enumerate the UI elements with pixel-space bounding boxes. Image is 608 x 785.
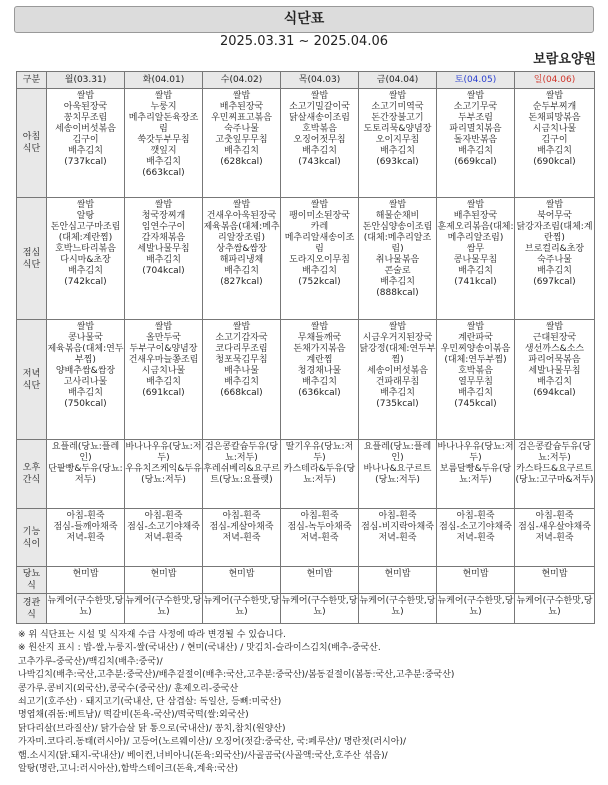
- menu-item: 고사리나물: [63, 377, 108, 387]
- menu-item: 브로컬리&초장: [524, 244, 585, 254]
- menu-cell: [125, 320, 203, 440]
- menu-cell: [203, 320, 281, 440]
- menu-item: 요플레(당뇨:플레인): [51, 442, 120, 463]
- menu-item: 쑥갓두부무침: [137, 135, 190, 145]
- menu-item: 돌자반볶음: [453, 135, 498, 145]
- menu-item: 쌀밥: [310, 200, 329, 210]
- menu-item: 건파래무침: [375, 377, 420, 387]
- corner-header: 구분: [17, 72, 47, 89]
- menu-item: (697kcal): [533, 277, 576, 287]
- menu-item: 바나나&요구르트(당뇨:저두): [363, 464, 432, 485]
- menu-item: (663kcal): [142, 168, 185, 178]
- menu-item: (628kcal): [220, 157, 263, 167]
- row-label-line: 식단: [22, 259, 41, 270]
- menu-item: 세발나물무침: [137, 244, 190, 254]
- menu-item: 쌀밥: [310, 322, 329, 332]
- row-label-line: 식: [27, 581, 36, 591]
- table-row: [17, 594, 595, 624]
- menu-item: 쌀밥: [232, 91, 251, 101]
- notes-section: [18, 629, 602, 776]
- menu-item: 아욱된장국: [63, 102, 108, 112]
- menu-item: 닭강정(대체:연두부찜): [359, 344, 436, 365]
- menu-item: 현미밥: [462, 569, 489, 579]
- menu-cell: [437, 198, 515, 320]
- menu-cell: [437, 594, 515, 624]
- menu-cell: [359, 594, 437, 624]
- menu-item: 누룽지: [150, 102, 177, 112]
- menu-item: 팽이미소된장국: [289, 211, 350, 221]
- menu-cell: [359, 89, 437, 198]
- note-line: 명엽채(쥐돔:베트남)/ 떡갈비(돈육-국산)/떡국떡(쌀:외국산): [18, 710, 249, 721]
- menu-item: 요플레(당뇨:플레인): [363, 442, 432, 463]
- menu-cell: [125, 89, 203, 198]
- menu-item: 해파리냉채: [219, 255, 264, 265]
- menu-item: (888kcal): [376, 288, 419, 298]
- row-label: [17, 509, 47, 567]
- menu-cell: [47, 320, 125, 440]
- menu-item: 돈채피망볶음: [528, 113, 581, 123]
- day-header: 수(04.02): [203, 72, 281, 89]
- menu-item: 점심-들깨아채죽: [53, 522, 118, 532]
- menu-item: 감자채볶음: [141, 233, 186, 243]
- day-header-sunday: 일(04.06): [515, 72, 595, 89]
- menu-item: 쌈무: [466, 244, 485, 254]
- menu-item: 현미밥: [306, 569, 333, 579]
- menu-item: 배추김치: [537, 266, 572, 276]
- menu-item: 현미밥: [228, 569, 255, 579]
- menu-cell: [515, 320, 595, 440]
- row-label-line: 저녁: [22, 368, 41, 379]
- menu-item: 우민찌양송이볶음(대체:연두부찜): [440, 344, 511, 365]
- menu-item: 콩나물무침: [453, 255, 498, 265]
- menu-item: 제육볶음(대체:메추리알장조림): [203, 222, 280, 243]
- menu-item: 계란찜: [306, 355, 333, 365]
- table-row: [17, 509, 595, 567]
- menu-item: 저녁-흰죽: [456, 533, 495, 543]
- menu-item: 배추김치: [224, 266, 259, 276]
- menu-item: (741kcal): [454, 277, 497, 287]
- note-line: 가자미.코다리.동태(러시아)/ 고등어(노르웨이산)/ 오징어(젓갈:중국산, 국:페루산)/ 명란젓(러시아)/: [18, 737, 406, 748]
- menu-item: 카스타드&요구르트(당뇨:고구마&저두): [515, 464, 594, 485]
- menu-item: 쌀밥: [466, 91, 485, 101]
- menu-item: 제육볶음(대체:연두부찜): [47, 344, 124, 365]
- menu-item: (690kcal): [533, 157, 576, 167]
- menu-item: (694kcal): [533, 388, 576, 398]
- menu-item: 검은콩칼슘두유(당뇨:저두): [204, 442, 279, 463]
- menu-cell: [47, 198, 125, 320]
- menu-item: 배추된장국: [219, 102, 264, 112]
- menu-item: 검은콩칼슘두유(당뇨:저두): [517, 442, 592, 463]
- menu-cell: [281, 440, 359, 509]
- menu-cell: [203, 594, 281, 624]
- menu-item: 저녁-흰죽: [378, 533, 417, 543]
- menu-item: 배추김치: [224, 377, 259, 387]
- menu-item: 쌀밥: [232, 200, 251, 210]
- menu-item: 딸기우유(당뇨:저두): [285, 442, 354, 463]
- menu-item: 배추김치: [458, 388, 493, 398]
- menu-cell: [203, 509, 281, 567]
- row-label-line: 식: [27, 609, 36, 620]
- menu-item: 쌀밥: [545, 322, 564, 332]
- menu-item: 숙주나물: [224, 124, 259, 134]
- menu-item: 알탕: [76, 211, 95, 221]
- menu-item: 돈간장불고기: [371, 113, 424, 123]
- menu-item: 세송이버섯볶음: [55, 124, 116, 134]
- row-label-line: 점심: [22, 247, 41, 258]
- menu-cell: [281, 89, 359, 198]
- menu-item: 배추김치: [380, 277, 415, 287]
- menu-item: 아침-흰죽: [378, 511, 417, 521]
- menu-item: (737kcal): [64, 157, 107, 167]
- menu-item: 상추쌈&쌈장: [216, 244, 267, 254]
- table-row: [17, 567, 595, 594]
- menu-item: 청국장찌개: [141, 211, 186, 221]
- note-line: ※ 원산지 표시 : 밥-쌀,누룽지-쌀(국내산) / 현미(국내산) / 맛김치-슬라이스김치(배추-중국산.: [18, 643, 381, 654]
- menu-item: 호박볶음: [302, 124, 337, 134]
- menu-cell: [281, 594, 359, 624]
- menu-item: 뉴케어(구수한맛,당뇨): [437, 596, 514, 617]
- menu-item: 배추김치: [458, 146, 493, 156]
- menu-item: 아침-흰죽: [144, 511, 183, 521]
- menu-item: 도라지오이무침: [289, 255, 350, 265]
- menu-cell: [515, 594, 595, 624]
- menu-item: 해물순채비: [375, 211, 420, 221]
- menu-cell: [203, 440, 281, 509]
- menu-item: 돈안심양송이조림(대체:메추리알조림): [362, 222, 433, 254]
- menu-item: 꽁치무조림: [63, 113, 108, 123]
- menu-item: (743kcal): [298, 157, 341, 167]
- menu-item: (691kcal): [142, 388, 185, 398]
- menu-item: (704kcal): [142, 266, 185, 276]
- menu-item: 소고기무국: [453, 102, 498, 112]
- menu-item: 저녁-흰죽: [222, 533, 261, 543]
- row-label: [17, 567, 47, 594]
- menu-item: 배추김치: [537, 377, 572, 387]
- menu-table: [16, 71, 595, 624]
- menu-item: 돈안심고구마조림(대체:계란찜): [50, 222, 121, 243]
- menu-item: 배추김치: [224, 146, 259, 156]
- menu-item: 호박느타리볶음: [55, 244, 116, 254]
- menu-cell: [47, 440, 125, 509]
- menu-item: (636kcal): [298, 388, 341, 398]
- menu-item: 배추김치: [380, 388, 415, 398]
- menu-item: 저녁-흰죽: [300, 533, 339, 543]
- menu-item: 순두부찌개: [532, 102, 577, 112]
- menu-item: 배추김치: [68, 388, 103, 398]
- menu-item: 생선까스&소스: [524, 344, 585, 354]
- row-label-line: 아침: [22, 132, 41, 142]
- row-label: [17, 89, 47, 198]
- menu-item: 깻잎지: [150, 146, 177, 156]
- menu-item: 코다리무조림: [215, 344, 268, 354]
- menu-cell: [281, 320, 359, 440]
- menu-item: 돈채가지볶음: [293, 344, 346, 354]
- menu-item: 점심-소고기야채죽: [127, 522, 200, 532]
- menu-item: 현미밥: [150, 569, 177, 579]
- menu-item: 배추김치: [302, 266, 337, 276]
- menu-item: 배추된장국: [453, 211, 498, 221]
- menu-item: 쌀밥: [466, 322, 485, 332]
- org-name: 보람요양원: [533, 52, 596, 67]
- menu-item: 뉴케어(구수한맛,당뇨): [47, 596, 124, 617]
- menu-item: 현미밥: [541, 569, 568, 579]
- menu-item: 뉴케어(구수한맛,당뇨): [203, 596, 280, 617]
- menu-item: 소고기감자국: [215, 333, 268, 343]
- menu-item: (745kcal): [454, 399, 497, 409]
- menu-item: 배추김치: [146, 157, 181, 167]
- menu-cell: [281, 198, 359, 320]
- menu-item: 저녁-흰죽: [66, 533, 105, 543]
- menu-item: 임연수구이: [141, 222, 186, 232]
- menu-item: 두부구이&양념장: [129, 344, 198, 354]
- menu-item: 콘술로: [384, 266, 411, 276]
- menu-item: 도토리묵&양념장: [363, 124, 432, 134]
- row-label-line: 오후: [22, 463, 41, 473]
- row-label-line: 식단: [22, 380, 41, 391]
- note-line: 쇠고기(호주산) · 돼지고기(국내산, 단 삼겹살: 독일산, 등뼈:미국산): [18, 697, 282, 708]
- menu-item: (827kcal): [220, 277, 263, 287]
- menu-item: (742kcal): [64, 277, 107, 287]
- menu-cell: [125, 509, 203, 567]
- menu-item: 배추김치: [302, 377, 337, 387]
- menu-cell: [359, 198, 437, 320]
- menu-item: (693kcal): [376, 157, 419, 167]
- table-header-row: [17, 72, 595, 89]
- menu-item: 쌀밥: [545, 91, 564, 101]
- note-line: 나박김치(배추:국산,고추분:중국산)/배추겉절이(배추:국산,고추분:중국산)/봄동겉절이(봄동:국산,고추분:중국산): [18, 670, 455, 681]
- menu-cell: [281, 567, 359, 594]
- menu-item: 훈제오리볶음(대체:메추리알조림): [437, 222, 514, 243]
- menu-item: 시금우거지된장국: [362, 333, 433, 343]
- menu-item: 쌀밥: [388, 200, 407, 210]
- row-label: [17, 198, 47, 320]
- row-label: [17, 320, 47, 440]
- menu-item: 저녁-흰죽: [535, 533, 574, 543]
- menu-cell: [437, 320, 515, 440]
- menu-item: 후레쉬베리&요구르트(당뇨:요플렛): [203, 464, 280, 485]
- menu-item: 뉴케어(구수한맛,당뇨): [125, 596, 202, 617]
- row-label-line: 식이: [22, 538, 41, 549]
- menu-item: 다시마&초장: [60, 255, 111, 265]
- menu-item: 쌀밥: [388, 322, 407, 332]
- day-header: 화(04.01): [125, 72, 203, 89]
- menu-item: 쌀밥: [310, 91, 329, 101]
- menu-item: 닭강자조림(대체:계란찜): [516, 222, 593, 243]
- menu-item: 우유치즈케익&두유(당뇨:저두): [125, 464, 202, 485]
- menu-item: 뉴케어(구수한맛,당뇨): [516, 596, 593, 617]
- menu-item: 점심-게살아채죽: [209, 522, 274, 532]
- menu-item: 바나나우유(당뇨:저두): [125, 442, 202, 463]
- menu-cell: [359, 440, 437, 509]
- menu-cell: [515, 198, 595, 320]
- menu-item: 배추김치: [146, 377, 181, 387]
- menu-item: 근대된장국: [532, 333, 577, 343]
- menu-cell: [47, 509, 125, 567]
- menu-item: 숙주나물: [537, 255, 572, 265]
- note-line: 닭다리살(브라질산)/ 닭가슴살 닭 통으로(국내산)/ 꽁치,참치(원양산): [18, 723, 286, 734]
- menu-item: 배추김치: [380, 146, 415, 156]
- menu-item: 배추김치: [68, 266, 103, 276]
- menu-item: 올만두국: [146, 333, 181, 343]
- note-line: ※ 위 식단표는 시설 및 식자재 수급 사정에 따라 변경될 수 있습니다.: [18, 630, 286, 640]
- menu-item: 점심-비지락아채죽: [361, 522, 434, 532]
- menu-item: 배추김치: [302, 146, 337, 156]
- menu-cell: [359, 320, 437, 440]
- menu-item: 무채들깨국: [297, 333, 342, 343]
- row-label-line: 당뇨: [22, 569, 41, 579]
- menu-item: 쌀밥: [76, 200, 95, 210]
- menu-item: 닭살새송이조림: [289, 113, 350, 123]
- menu-item: 북어무국: [537, 211, 572, 221]
- menu-cell: [203, 198, 281, 320]
- note-line: 콩가루.콩비지(외국산),콩국수(중국산)/ 훈제오리-중국산: [18, 683, 239, 694]
- menu-item: 배추김치: [68, 146, 103, 156]
- menu-item: (752kcal): [298, 277, 341, 287]
- menu-item: 김구이: [541, 135, 568, 145]
- menu-item: 우민찌표고볶음: [211, 113, 272, 123]
- page-title: 식단표: [14, 6, 594, 33]
- menu-item: 쌀밥: [545, 200, 564, 210]
- row-label-line: 기능: [22, 526, 41, 537]
- menu-item: 파리어묵볶음: [528, 355, 581, 365]
- menu-item: 쌀밥: [76, 322, 95, 332]
- menu-item: 단팥빵&두유(당뇨:저두): [48, 464, 123, 485]
- menu-item: 쌀밥: [154, 200, 173, 210]
- menu-item: 쌀밥: [76, 91, 95, 101]
- menu-item: 시금치나물: [141, 366, 186, 376]
- menu-item: 보름달빵&두유(당뇨:저두): [439, 464, 512, 485]
- menu-item: 소고기미역국: [371, 102, 424, 112]
- menu-item: (668kcal): [220, 388, 263, 398]
- menu-cell: [125, 594, 203, 624]
- menu-item: 건새우아욱된장국: [206, 211, 277, 221]
- menu-item: 쌀밥: [154, 91, 173, 101]
- menu-cell: [437, 567, 515, 594]
- menu-cell: [437, 509, 515, 567]
- menu-item: 건새우마늘쫑조림: [128, 355, 199, 365]
- menu-item: 아침-흰죽: [300, 511, 339, 521]
- menu-item: 저녁-흰죽: [144, 533, 183, 543]
- note-line: 고추가루-중국산)/백김치(배추:중국)/: [18, 656, 163, 667]
- menu-item: 쌀밥: [232, 322, 251, 332]
- menu-item: 취나물볶음: [375, 255, 420, 265]
- menu-item: 뉴케어(구수한맛,당뇨): [281, 596, 358, 617]
- menu-cell: [125, 567, 203, 594]
- menu-item: 메추리알새송이조림: [284, 233, 355, 254]
- menu-item: 쌀밥: [154, 322, 173, 332]
- menu-item: 쌀밥: [466, 200, 485, 210]
- menu-item: 김구이: [72, 135, 99, 145]
- note-line: 햄.소시지(닭.돼지-국내산)/ 베이컨,너비아니(돈육:외국산)/사골곰국(사골액:국산,호주산 섞음)/: [18, 750, 388, 761]
- menu-cell: [203, 89, 281, 198]
- menu-item: 열무무침: [458, 377, 493, 387]
- menu-item: 고춧잎무무침: [215, 135, 268, 145]
- menu-cell: [515, 440, 595, 509]
- menu-cell: [437, 440, 515, 509]
- day-header: 목(04.03): [281, 72, 359, 89]
- table-row: [17, 320, 595, 440]
- menu-item: 카레: [310, 222, 329, 232]
- menu-item: 현미밥: [72, 569, 99, 579]
- menu-item: 아침-흰죽: [456, 511, 495, 521]
- menu-item: 아침-흰죽: [535, 511, 574, 521]
- menu-cell: [515, 509, 595, 567]
- date-range: 2025.03.31 ~ 2025.04.06: [219, 34, 389, 49]
- menu-item: 호박볶음: [458, 366, 493, 376]
- menu-item: 점심-새우살야채죽: [518, 522, 591, 532]
- menu-item: 점심-녹두아채죽: [287, 522, 352, 532]
- menu-item: 세발나물무침: [528, 366, 581, 376]
- menu-item: 메추리알돈육장조림: [128, 113, 199, 134]
- menu-item: 점심-소고기야채죽: [439, 522, 512, 532]
- menu-item: 청경채나물: [297, 366, 342, 376]
- menu-cell: [359, 567, 437, 594]
- menu-item: 뉴케어(구수한맛,당뇨): [359, 596, 436, 617]
- menu-item: 오징어젓무침: [293, 135, 346, 145]
- menu-item: 파리멸치볶음: [449, 124, 502, 134]
- row-label-line: 간식: [22, 475, 41, 485]
- menu-item: 계란파국: [458, 333, 493, 343]
- day-header: 금(04.04): [359, 72, 437, 89]
- menu-item: 쌀밥: [388, 91, 407, 101]
- menu-cell: [515, 89, 595, 198]
- menu-cell: [203, 567, 281, 594]
- menu-cell: [515, 567, 595, 594]
- menu-item: 배추김치: [458, 266, 493, 276]
- menu-item: 아침-흰죽: [66, 511, 105, 521]
- menu-cell: [47, 594, 125, 624]
- menu-item: 카스테라&두유(당뇨:저두): [283, 464, 356, 485]
- menu-item: 양배추쌈&쌈장: [55, 366, 116, 376]
- menu-item: 두부조림: [458, 113, 493, 123]
- table-row: [17, 89, 595, 198]
- menu-item: (735kcal): [376, 399, 419, 409]
- menu-item: (750kcal): [64, 399, 107, 409]
- menu-item: 배추김치: [146, 255, 181, 265]
- menu-item: 배추나물: [224, 366, 259, 376]
- menu-item: 오이지무침: [375, 135, 420, 145]
- menu-item: 청포묵김무침: [215, 355, 268, 365]
- table-row: [17, 440, 595, 509]
- day-header-saturday: 토(04.05): [437, 72, 515, 89]
- menu-item: 소고기밀갈이국: [289, 102, 350, 112]
- menu-item: 아침-흰죽: [222, 511, 261, 521]
- menu-cell: [125, 440, 203, 509]
- table-row: [17, 198, 595, 320]
- menu-cell: [281, 509, 359, 567]
- note-line: 알탕(명란,고니:러시아산),함박스테이크(돈육,계육:국산): [18, 764, 238, 775]
- menu-cell: [359, 509, 437, 567]
- menu-cell: [47, 567, 125, 594]
- row-label-line: 경관: [22, 597, 41, 608]
- menu-item: 세송이버섯볶음: [367, 366, 428, 376]
- menu-item: (669kcal): [454, 157, 497, 167]
- row-label-line: 식단: [22, 144, 41, 154]
- menu-cell: [125, 198, 203, 320]
- menu-item: 콩나물국: [68, 333, 103, 343]
- day-header: 월(03.31): [47, 72, 125, 89]
- menu-cell: [47, 89, 125, 198]
- menu-item: 배추김치: [537, 146, 572, 156]
- menu-item: 바나나우유(당뇨:저두): [437, 442, 514, 463]
- menu-cell: [437, 89, 515, 198]
- row-label: [17, 440, 47, 509]
- row-label: [17, 594, 47, 624]
- menu-item: 시금치나물: [532, 124, 577, 134]
- menu-item: 현미밥: [384, 569, 411, 579]
